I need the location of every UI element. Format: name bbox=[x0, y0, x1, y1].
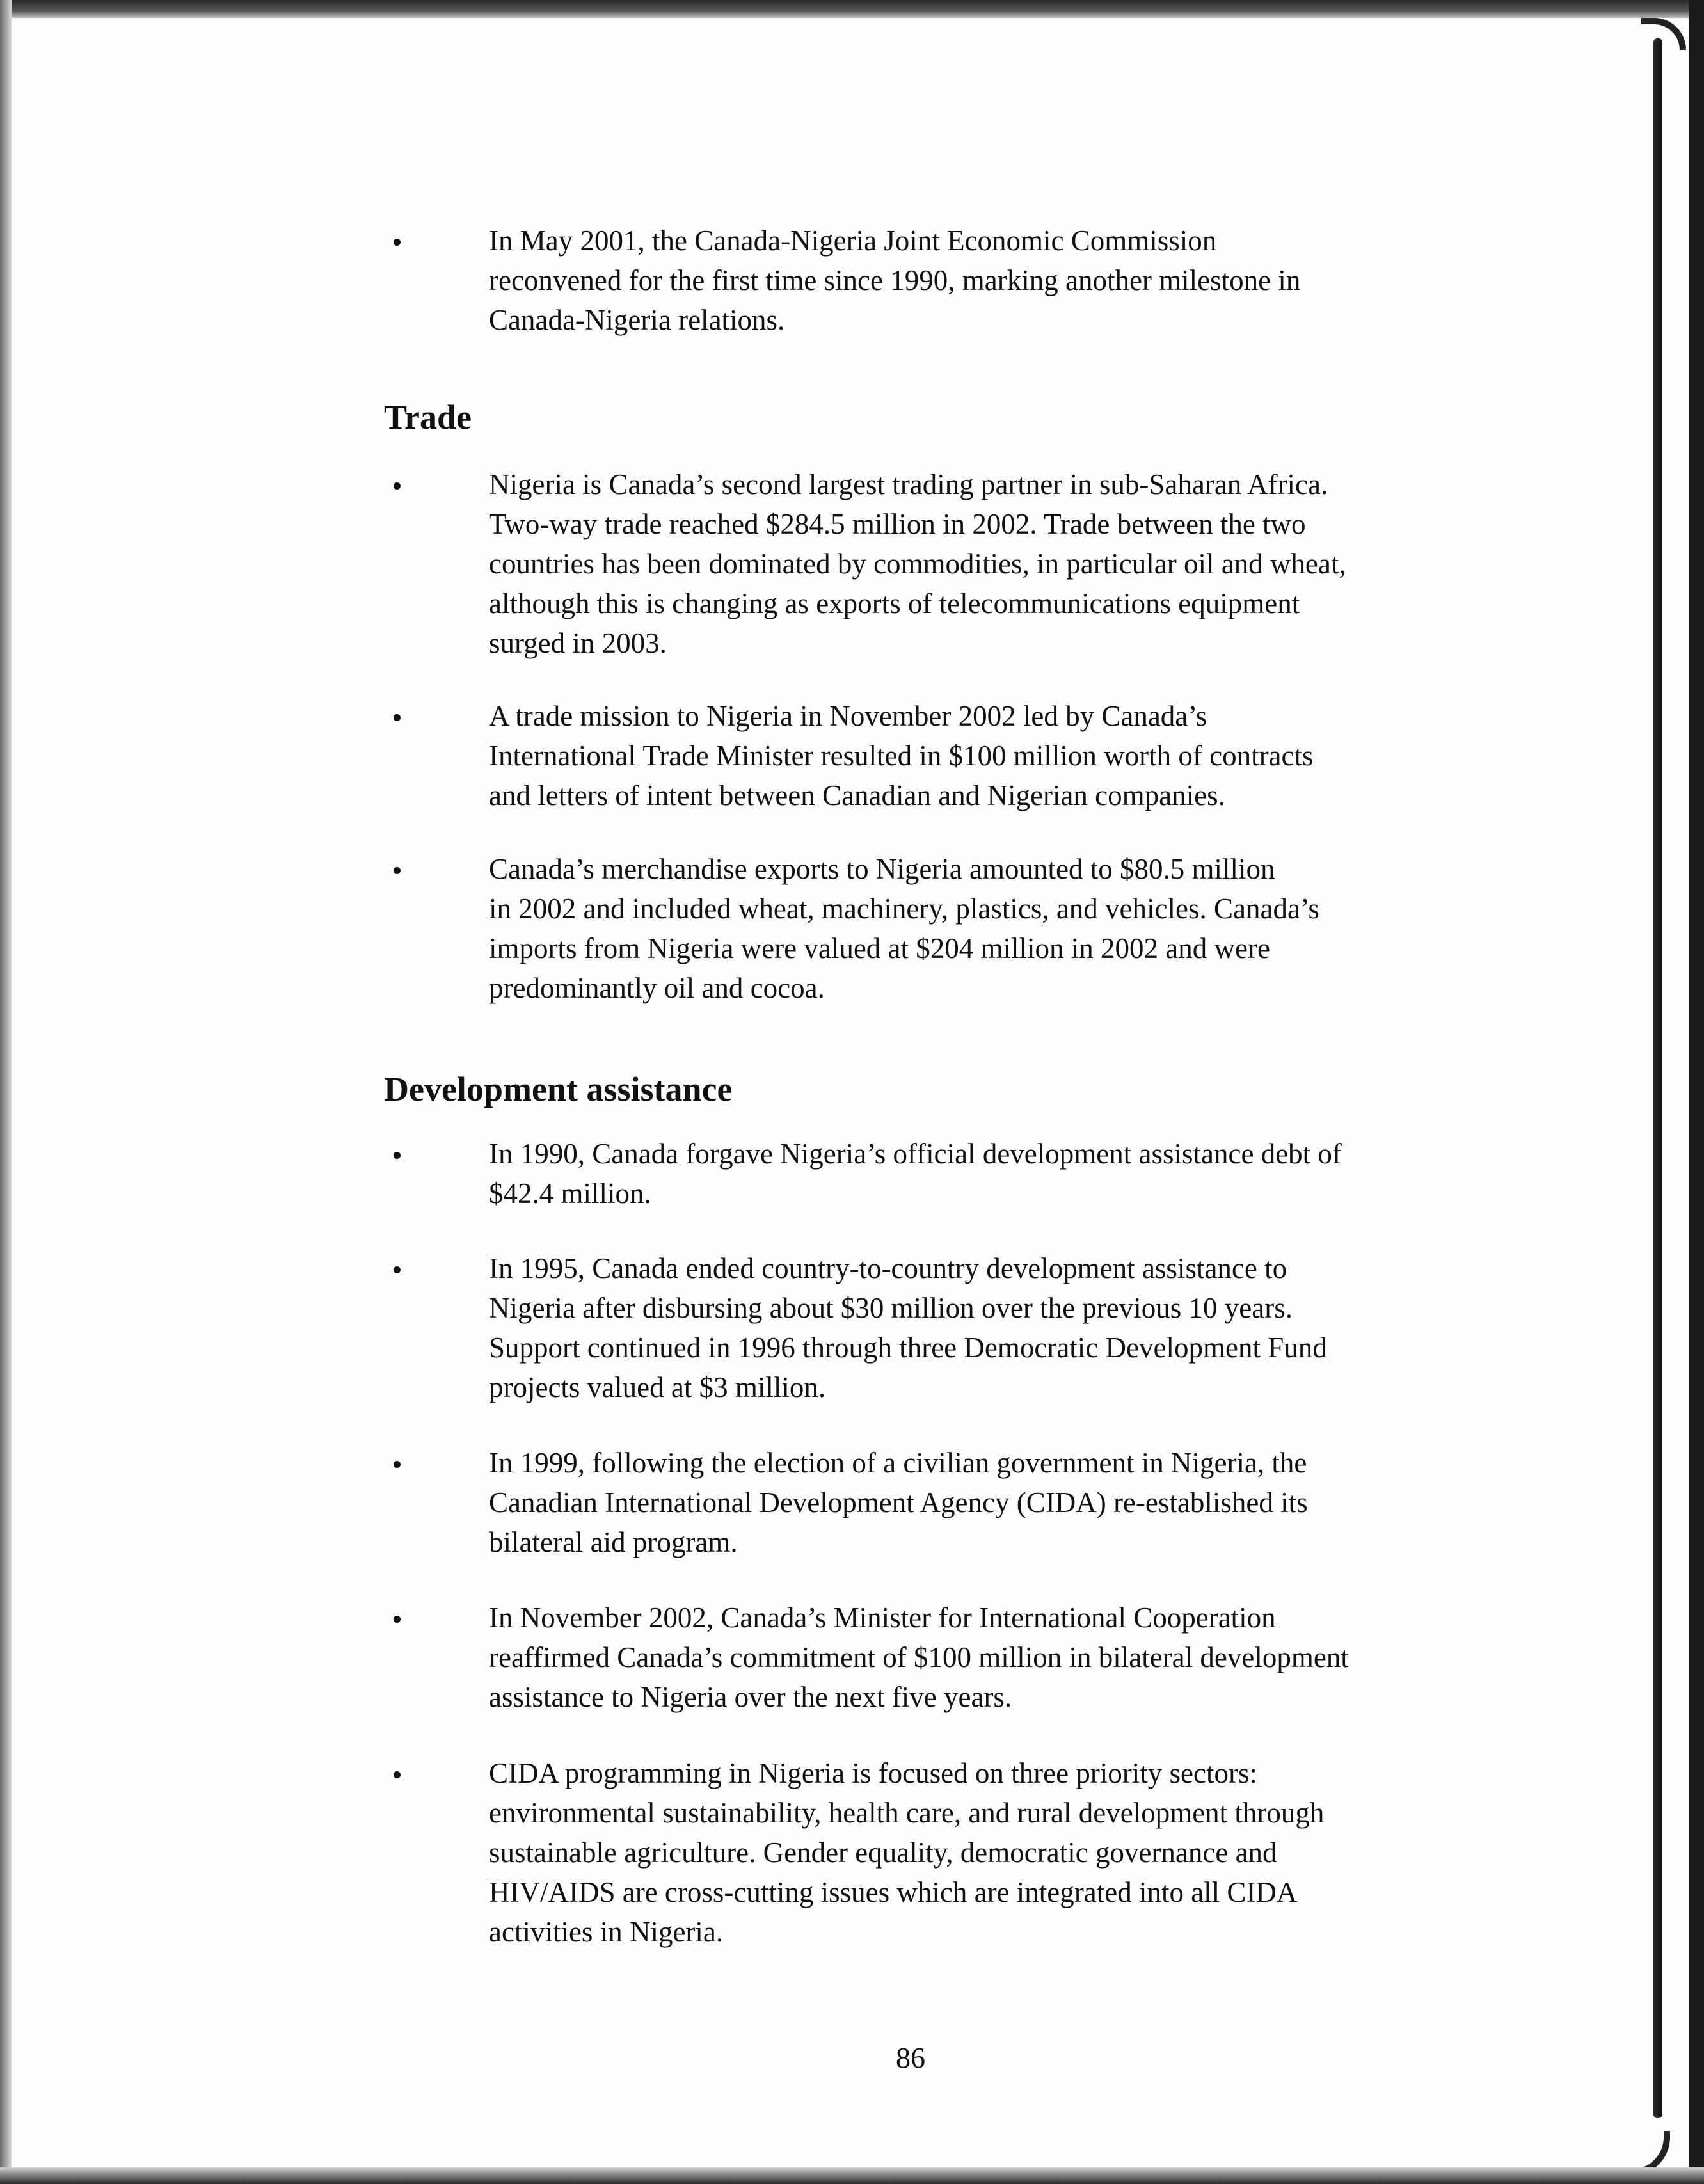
bullet-text: A trade mission to Nigeria in November 2002 led by Canada’s International Trade Minister resulted in $100 million worth of contracts and letters of intent between Canadian and Nigerian companies. bbox=[489, 700, 1314, 811]
scan-edge-bottom bbox=[0, 2167, 1704, 2184]
scan-edge-top bbox=[0, 0, 1704, 18]
scan-edge-corner-top bbox=[1641, 18, 1686, 50]
bullet-icon bbox=[394, 1266, 401, 1273]
section-heading-trade: Trade bbox=[384, 398, 472, 436]
scan-edge-right-line bbox=[1653, 38, 1662, 2118]
bullet-icon bbox=[394, 1152, 401, 1159]
bullet-icon bbox=[394, 239, 401, 246]
bullet-icon bbox=[394, 1461, 401, 1468]
bullet-icon bbox=[394, 1771, 401, 1778]
bullet-text: In May 2001, the Canada-Nigeria Joint Economic Commission reconvened for the first time since 1990, marking another milestone in Canada-Nigeria relations. bbox=[489, 225, 1301, 336]
bullet-text: In 1990, Canada forgave Nigeria’s official development assistance debt of $42.4 million. bbox=[489, 1138, 1342, 1209]
page-number: 86 bbox=[896, 2041, 925, 2074]
bullet-icon bbox=[394, 482, 401, 490]
bullet-text: In 1999, following the election of a civilian government in Nigeria, the Canadian International Development Agency (CIDA) re-established its bilateral aid program. bbox=[489, 1447, 1308, 1558]
scan-edge-left bbox=[0, 0, 12, 2184]
bullet-text: In 1995, Canada ended country-to-country development assistance to Nigeria after disbursing about $30 million over the previous 10 years. Support continued in 1996 through three Democratic Development Fund projects valued at $3 million. bbox=[489, 1252, 1327, 1403]
bullet-icon bbox=[394, 1616, 401, 1623]
bullet-text: CIDA programming in Nigeria is focused on three priority sectors: environmental sustainability, health care, and rural development through sustainable agriculture. Gender equality, democratic governance and HIV/AIDS are cross-cutting issues which are integrated into all CIDA activities in Nigeria. bbox=[489, 1757, 1325, 1948]
scan-edge-right bbox=[1689, 0, 1704, 2184]
bullet-text: Canada’s merchandise exports to Nigeria amounted to $80.5 million in 2002 and included wheat, machinery, plastics, and vehicles. Canada’s imports from Nigeria were valued at $204 million in 2002 and were predominantly oil and cocoa. bbox=[489, 853, 1319, 1004]
bullet-icon bbox=[394, 714, 401, 721]
bullet-icon bbox=[394, 867, 401, 874]
bullet-text: Nigeria is Canada’s second largest trading partner in sub-Saharan Africa. Two-way trade reached $284.5 million in 2002. Trade between the two countries has been dominated by commodities, in particular oil and wheat, although this is changing as exports of telecommunications equipment surged in 2003. bbox=[489, 468, 1346, 659]
bullet-text: In November 2002, Canada’s Minister for International Cooperation reaffirmed Canada’s commitment of $100 million in bilateral development assistance to Nigeria over the next five years. bbox=[489, 1602, 1349, 1713]
section-heading-development-assistance: Development assistance bbox=[384, 1070, 733, 1108]
